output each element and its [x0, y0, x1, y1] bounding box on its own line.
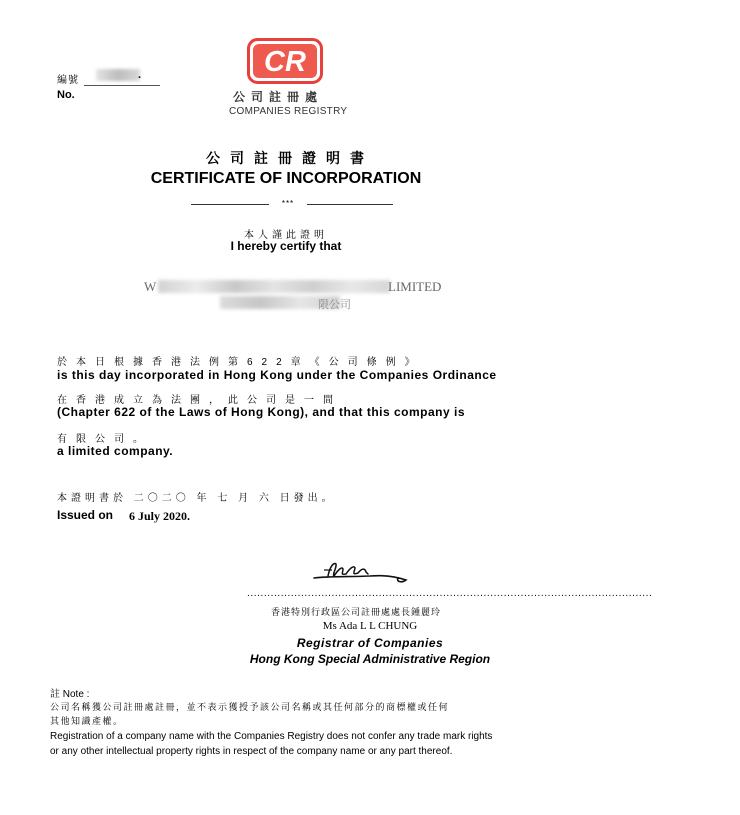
certify-zh: 本人謹此證明	[244, 230, 328, 241]
registrar-title-zh: 香港特別行政區公司註冊處處長鍾麗玲	[271, 607, 442, 617]
statement-line1-en: is this day incorporated in Hong Kong under the Companies Ordinance	[57, 368, 497, 382]
registry-name-zh: 公司註冊處	[233, 90, 324, 104]
redacted-company-name	[158, 280, 390, 293]
registrar-signature	[310, 556, 410, 588]
note-heading: 註 Note :	[50, 689, 90, 700]
company-name-end: LIMITED	[388, 279, 442, 294]
companies-registry-logo	[247, 38, 323, 84]
note-zh-line1: 公司名稱獲公司註冊處註冊，並不表示獲授予該公司名稱或其任何部分的商標權或任何	[50, 702, 450, 712]
certify-en: I hereby certify that	[230, 239, 342, 253]
issued-label: Issued on	[57, 508, 114, 522]
registry-name-en: COMPANIES REGISTRY	[229, 106, 348, 117]
number-label-en: No.	[57, 89, 75, 101]
signature-dotted-line: ........................................................................................................................	[247, 588, 653, 599]
note-zh-line2: 其他知識產權。	[50, 716, 124, 726]
registrar-name: Ms Ada L L CHUNG	[322, 620, 418, 632]
statement-line2-en: (Chapter 622 of the Laws of Hong Kong), and that this company is	[57, 405, 466, 419]
divider-stars: ***	[281, 199, 295, 208]
number-tail: .	[138, 69, 142, 81]
registrar-title-en: Registrar of Companies	[296, 636, 444, 650]
issued-date	[129, 509, 190, 524]
statement-line1-zh: 於本日根據香港法例第622章《公司條例》	[57, 357, 424, 368]
note-en-line2: or any other intellectual property rights in respect of the company name or any part thereof.	[50, 746, 453, 757]
statement-line3-en: a limited company.	[57, 444, 174, 458]
issued-date-tail: .	[187, 509, 191, 523]
company-name-zh-tail: 限公司	[318, 299, 351, 311]
issued-date-value: 6 July 2020	[129, 509, 188, 523]
number-underline	[84, 85, 160, 86]
statement-line2-zh: 在香港成立為法團，此公司是一間	[57, 395, 342, 406]
divider-right	[307, 204, 393, 205]
note-en-line1: Registration of a company name with the Companies Registry does not confer any trade mark rights	[50, 731, 493, 742]
statement-line3-zh: 有限公司。	[57, 434, 152, 445]
issued-zh: 本證明書於 二〇二〇 年 七 月 六 日發出。	[57, 493, 336, 504]
number-label-zh: 編號	[57, 75, 79, 86]
registrar-region: Hong Kong Special Administrative Region	[249, 652, 491, 666]
company-name-start: W	[144, 279, 157, 294]
divider-left	[191, 204, 269, 205]
certificate-title-en: CERTIFICATE OF INCORPORATION	[150, 170, 422, 187]
redacted-number	[96, 69, 140, 81]
certificate-title-zh: 公司註冊證明書	[206, 150, 374, 166]
logo-mark-text: CR	[264, 46, 306, 78]
